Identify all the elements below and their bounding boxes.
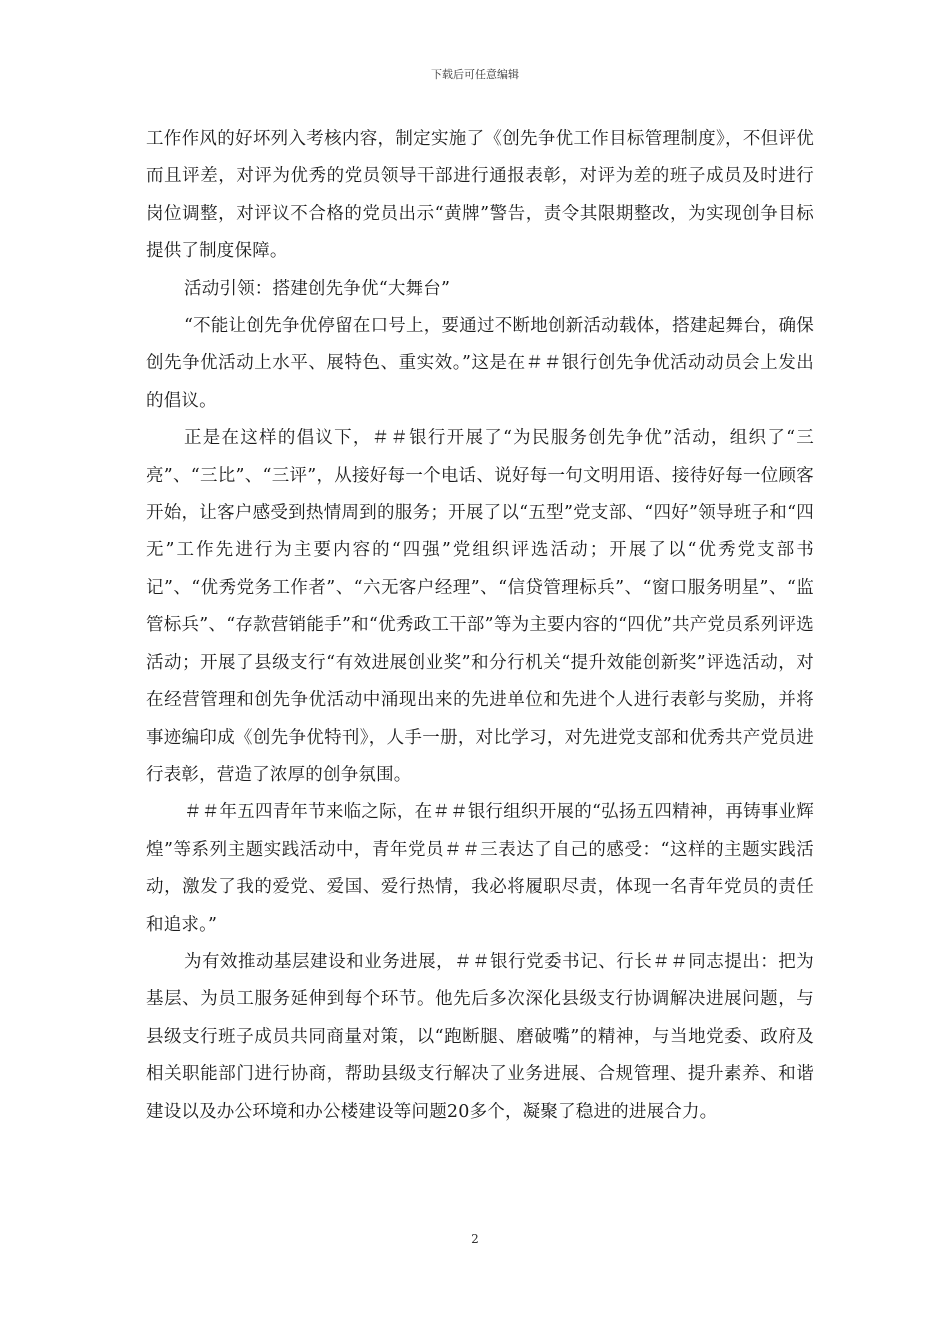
paragraph: 正是在这样的倡议下，＃＃银行开展了“为民服务创先争优”活动，组织了“三亮”、“三比”、“三评”，从接好每一个电话、说好每一句文明用语、接待好每一位顾客开始，让客户感受到热情周到的服务；开展了以“五型”党支部、“四好”领导班子和“四无”工作先进行为主要内容的“四强”党组织评选活动；开展了以“优秀党支部书记”、“优秀党务工作者”、“六无客户经理”、“信贷管理标兵”、“窗口服务明星”、“监管标兵”、“存款营销能手”和“优秀政工干部”等为主要内容的“四优”共产党员系列评选活动；开展了县级支行“有效进展创业奖”和分行机关“提升效能创新奖”评选活动，对在经营管理和创先争优活动中涌现出来的先进单位和先进个人进行表彰与奖励，并将事迹编印成《创先争优特刊》，人手一册，对比学习，对先进党支部和优秀共产党员进行表彰，营造了浓厚的创争氛围。 xyxy=(146,428,814,785)
page-header: 下载后可任意编辑 xyxy=(431,68,519,81)
document-body xyxy=(146,121,814,1131)
paragraph: 为有效推动基层建设和业务进展，＃＃银行党委书记、行长＃＃同志提出：把为基层、为员工服务延伸到每个环节。他先后多次深化县级支行协调解决进展问题，与县级支行班子成员共同商量对策，以“跑断腿、磨破嘴”的精神，与当地党委、政府及相关职能部门进行协商，帮助县级支行解决了业务进展、合规管理、提升素养、和谐建设以及办公环境和办公楼建设等问题20多个，凝聚了稳进的进展合力。 xyxy=(146,951,814,1122)
paragraph-continued: 工作作风的好坏列入考核内容，制定实施了《创先争优工作目标管理制度》，不但评优而且评差，对评为优秀的党员领导干部进行通报表彰，对评为差的班子成员及时进行岗位调整，对评议不合格的党员出示“黄牌”警告，责令其限期整改，为实现创争目标提供了制度保障。 xyxy=(146,129,814,262)
page-number: 2 xyxy=(471,1232,479,1246)
paragraph: ＃＃年五四青年节来临之际，在＃＃银行组织开展的“弘扬五四精神，再铸事业辉煌”等系列主题实践活动中，青年党员＃＃三表达了自己的感受：“这样的主题实践活动，激发了我的爱党、爱国、爱行热情，我必将履职尽责，体现一名青年党员的责任和追求。” xyxy=(146,802,814,935)
section-heading: 活动引领：搭建创先争优“大舞台” xyxy=(184,278,451,299)
paragraph: “不能让创先争优停留在口号上，要通过不断地创新活动载体，搭建起舞台，确保创先争优活动上水平、展特色、重实效。”这是在＃＃银行创先争优活动动员会上发出的倡议。 xyxy=(146,316,814,411)
